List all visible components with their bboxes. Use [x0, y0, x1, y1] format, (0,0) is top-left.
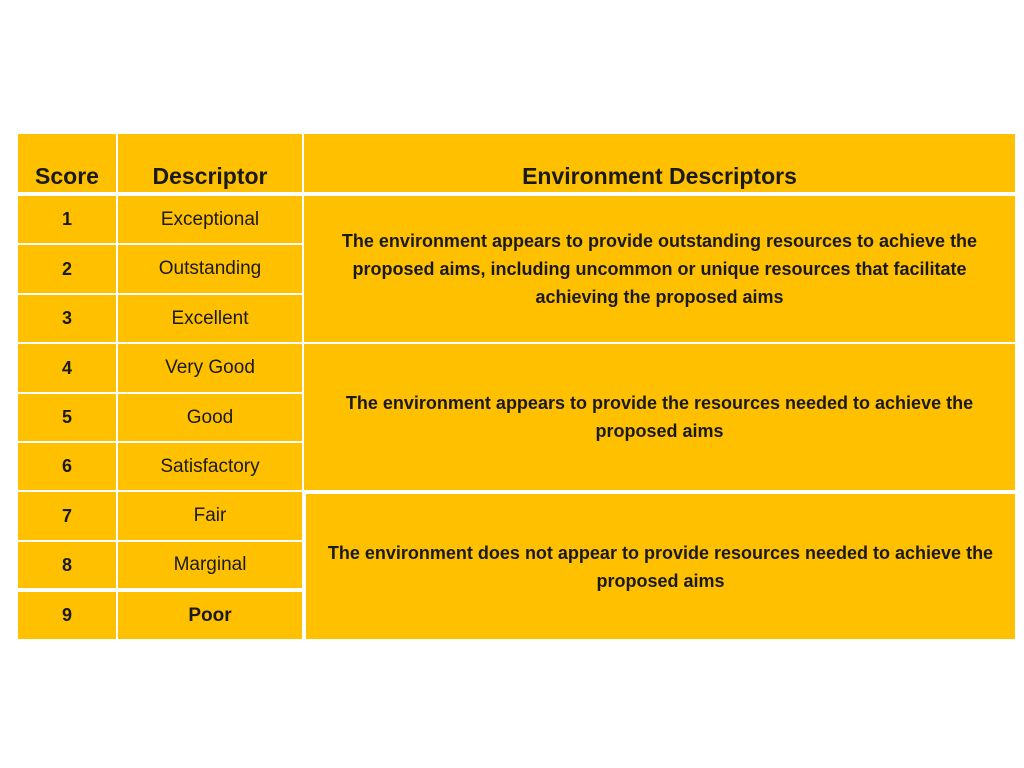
descriptor-cell: Satisfactory	[118, 443, 302, 490]
score-cell: 8	[18, 542, 116, 588]
score-cell: 2	[18, 245, 116, 293]
descriptor-cell: Outstanding	[118, 245, 302, 293]
header-score: Score	[18, 134, 116, 192]
score-cell: 7	[18, 492, 116, 540]
score-cell: 3	[18, 295, 116, 342]
score-cell: 5	[18, 394, 116, 441]
score-cell: 1	[18, 196, 116, 243]
descriptor-cell: Marginal	[118, 542, 302, 588]
environment-descriptor-outstanding: The environment appears to provide outstanding resources to achieve the proposed aims, including uncommon or unique resources that facilitate achieving the proposed aims	[304, 196, 1015, 342]
descriptor-cell: Excellent	[118, 295, 302, 342]
score-cell: 4	[18, 344, 116, 392]
header-descriptor: Descriptor	[118, 134, 302, 192]
environment-descriptor-adequate: The environment appears to provide the resources needed to achieve the proposed aims	[304, 344, 1015, 490]
score-cell: 6	[18, 443, 116, 490]
environment-descriptor-insufficient: The environment does not appear to provide resources needed to achieve the proposed aims	[306, 494, 1015, 639]
descriptor-cell: Good	[118, 394, 302, 441]
descriptor-cell: Exceptional	[118, 196, 302, 243]
descriptor-cell: Poor	[118, 592, 302, 639]
score-cell: 9	[18, 592, 116, 639]
descriptor-cell: Fair	[118, 492, 302, 540]
header-environment-descriptors: Environment Descriptors	[304, 134, 1015, 192]
descriptor-cell: Very Good	[118, 344, 302, 392]
